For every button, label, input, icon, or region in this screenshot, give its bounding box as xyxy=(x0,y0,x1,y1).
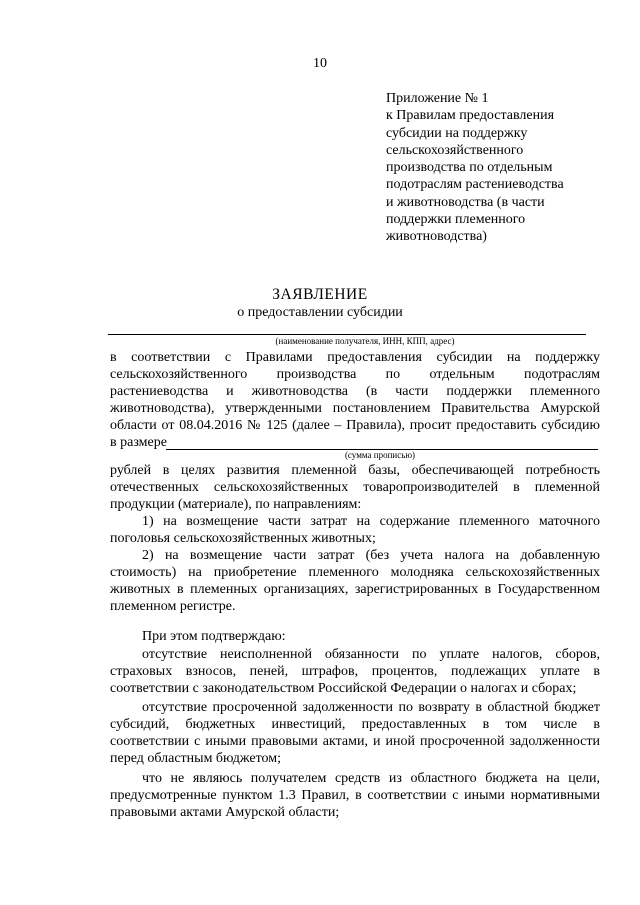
recipient-caption: (наименование получателя, ИНН, КПП, адрес) xyxy=(275,336,455,346)
appendix-line: и животноводства (в части xyxy=(386,194,545,210)
confirm-heading: При этом подтверждаю: xyxy=(142,629,286,644)
body-line: рублей в целях развития племенной базы, обеспечивающей потребность xyxy=(110,463,600,478)
amount-caption: (сумма прописью) xyxy=(344,450,416,460)
body-line: отечественных сельскохозяйственных товаропроизводителей в племенной xyxy=(110,480,600,495)
body-line: отсутствие просроченной задолженности по возврату в областной бюджет xyxy=(142,700,600,715)
body-line: племенном регистре. xyxy=(110,599,236,614)
body-line: животных в племенных организациях, зарегистрированных в Государственном xyxy=(110,582,600,597)
appendix-line: субсидии на поддержку xyxy=(386,125,528,141)
appendix-line: подотраслям растениеводства xyxy=(386,177,564,193)
recipient-blank-line xyxy=(108,334,586,335)
body-line: 1) на возмещение части затрат на содержание племенного маточного xyxy=(142,514,600,529)
body-line: сельскохозяйственного производства по отдельным подотраслям xyxy=(110,367,600,382)
appendix-line: поддержки племенного xyxy=(386,212,526,228)
body-line: перед областным бюджетом; xyxy=(110,751,282,766)
document-subtitle: о предоставлении субсидии xyxy=(237,305,403,320)
body-line: 2) на возмещение части затрат (без учета налога на добавленную xyxy=(142,548,600,563)
body-line: правовыми актами Амурской области; xyxy=(110,805,340,820)
appendix-block xyxy=(386,90,626,246)
body-line: животноводства), утвержденными постановлением Правительства Амурской xyxy=(110,401,600,416)
body-line: соответствии с иными правовыми актами, и иной просроченной задолженности xyxy=(110,734,600,749)
body-line: отсутствие неисполненной обязанности по уплате налогов, сборов, xyxy=(142,647,600,662)
appendix-line: животноводства) xyxy=(386,229,487,245)
body-line: что не являюсь получателем средств из областного бюджета на цели, xyxy=(142,771,600,786)
body-line: стоимость) на приобретение племенного молодняка сельскохозяйственных xyxy=(110,565,600,580)
body-line: страховых взносов, пеней, штрафов, процентов, подлежащих уплате в xyxy=(110,664,600,679)
appendix-line: Приложение № 1 xyxy=(386,91,489,106)
body-line: поголовья сельскохозяйственных животных; xyxy=(110,531,376,546)
appendix-line: производства по отдельным xyxy=(386,160,553,176)
body-line: области от 08.04.2016 № 125 (далее – Правила), просит предоставить субсидию xyxy=(110,418,600,433)
appendix-line: сельскохозяйственного xyxy=(386,142,524,158)
amount-blank-line xyxy=(166,435,598,450)
appendix-line: к Правилам предоставления xyxy=(386,108,555,124)
body-line: продукции (материале), по направлениям: xyxy=(110,497,362,512)
document-title: ЗАЯВЛЕНИЕ xyxy=(272,286,368,303)
page-number: 10 xyxy=(313,56,327,71)
body-line: предусмотренные пунктом 1.3 Правил, в соответствии с иными нормативными xyxy=(110,788,600,803)
body-line: субсидий, бюджетных инвестиций, предоставленных в том числе в xyxy=(110,717,600,732)
body-line: растениеводства и животноводства (в части поддержки племенного xyxy=(110,384,600,399)
body-line: в соответствии с Правилами предоставления субсидии на поддержку xyxy=(110,350,600,365)
body-line: соответствии с законодательством Российской Федерации о налогах и сборах; xyxy=(110,681,577,696)
body-line: в размере xyxy=(110,435,167,450)
